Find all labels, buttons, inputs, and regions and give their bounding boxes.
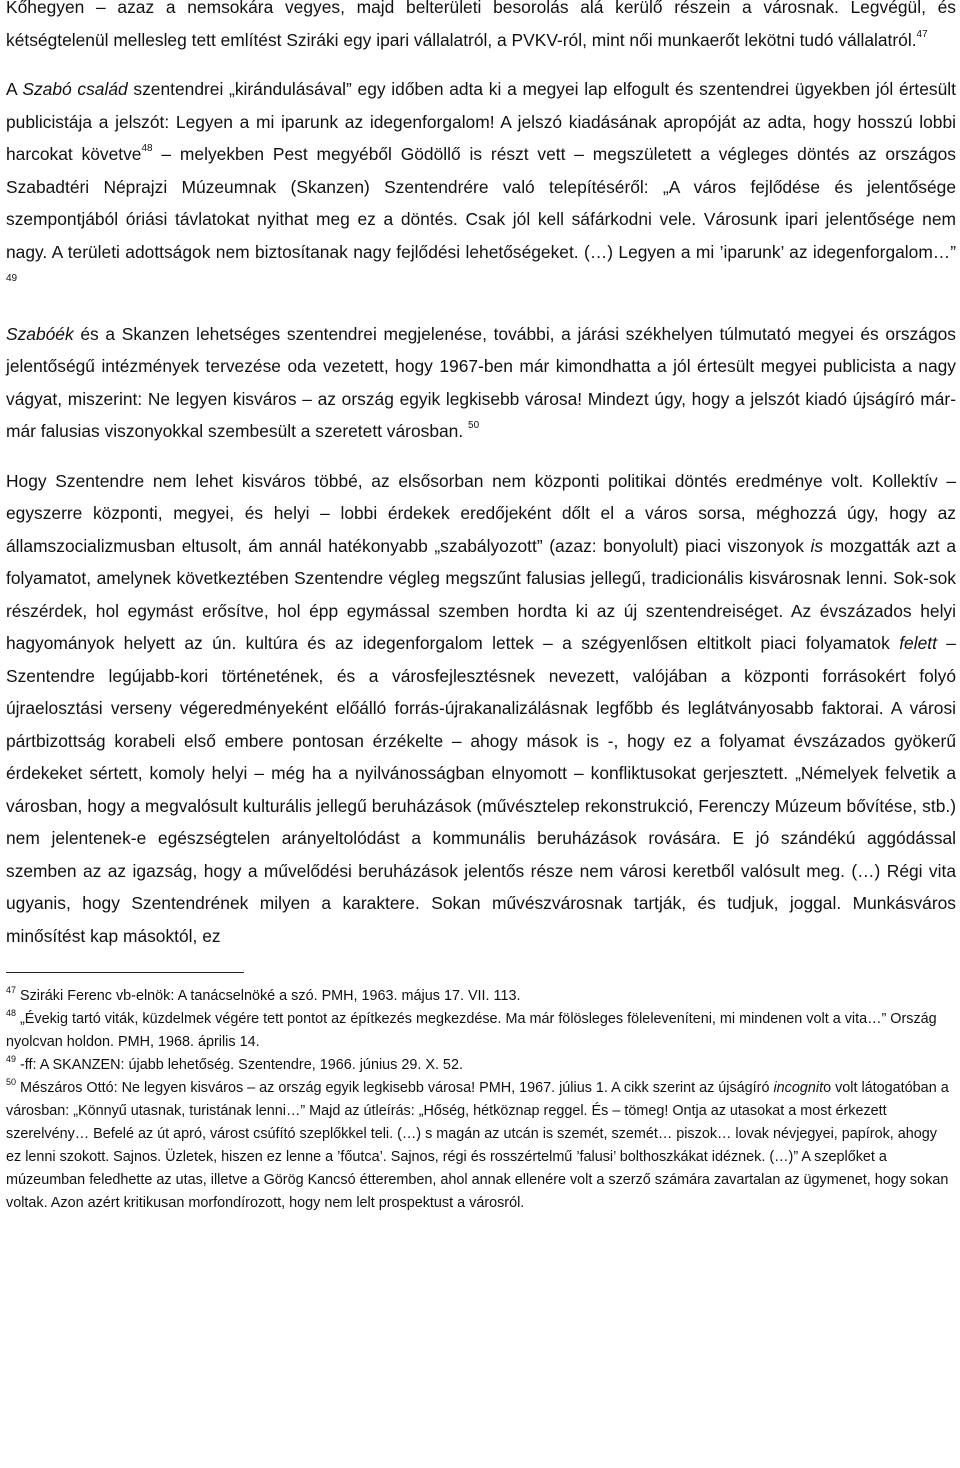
footnote-ref: 50 xyxy=(6,1077,17,1087)
paragraph xyxy=(6,318,956,448)
text-run: o volt látogatóban a városban: „Könnyű utasnak, turistának lenni…” Majd az útleírás: „Hőség, hétköznap reggel. És – tömeg! Ontja az utasokat a most érkezett szerelvény… Befelé az út apró, várost csúfító szeplőkkel teli. (…) s magán az utcán is szemét, szemét… piszok… lovak névjegyei, papírok, ahogy ez lenni szokott. Sajnos. Üzletek, hiszen ez lenne a ’főutca’. Sajnos, régi és rosszértelmű ’falusi’ bolthoszkákat idéznek. (…)” A szeplőket a múzeumban feledhette az utas, illetve a Görög Kancsó étteremben, ahol annak ellenére volt a szerző számára zavartalan az ügymenet, hogy sokan voltak. Azon azért kritikusan morfondírozott, hogy nem lelt prospektust a városról. xyxy=(6,1080,949,1211)
text-run: szentendrei „kirándulásával” egy időben adta ki a megyei lap elfogult és szentendrei ügyekben jól értesült publicistája a jelszót: Legyen a mi iparunk az idegenforgalom! A jelszó kiadásának apropóját az adta, hogy hosszú lobbi harcokat követve xyxy=(6,79,956,164)
footnote xyxy=(6,1008,956,1054)
footnote-ref: 49 xyxy=(6,1054,17,1064)
footnote xyxy=(6,1077,956,1215)
footnote-ref: 49 xyxy=(6,273,18,284)
text-run: Kőhegyen – azaz a nemsokára vegyes, majd belterületi besorolás alá kerülő részein a városnak. Legvégül, és kétségtelenül mellesleg tett említést Sziráki egy ipari vállalatról, a PVKV-ról, mint női munkaerőt lekötni tudó vállalatról. xyxy=(6,0,956,50)
main-text xyxy=(6,0,956,952)
text-run: – Szentendre legújabb-kori történetének, és a városfejlesztésnek nevezett, valójában a központi forrásokért folyó újraelosztási verseny végeredményeként előálló forrás-újrakanalizálásnak legfőbb és leglátványosabb faktorai. A városi pártbizottság korabeli első embere pontosan érzékelte – ahogy mások is -, hogy ez a folyamat évszázados gyökerű érdekeket sértett, komoly helyi – még ha a nyilvánosságban elnyomott – konfliktusokat gerjesztett. „Némelyek felvetik a városban, hogy a megvalósult kulturális jellegű beruházások (művésztelep rekonstrukció, Ferenczy Múzeum bővítése, stb.) nem jelentenek-e egészségtelen arányeltolódást a kommunális beruházások rovására. E jó szándékú aggódással szemben az az igazság, hogy a művelődési beruházások jelentős része nem városi keretből valósult meg. (…) Régi vita ugyanis, hogy Szentendrének milyen a karaktere. Sokan művészvárosnak tartják, és tudjuk, joggal. Munkásváros minősítést kap másoktól, ez xyxy=(6,633,956,946)
text-run: Hogy Szentendre nem lehet kisváros többé, az elsősorban nem központi politikai döntés eredménye volt. Kollektív – egyszerre központi, megyei, és helyi – lobbi érdekek eredőjeként dőlt el a város sorsa, méghozzá úgy, hogy az államszocializmusban eltusolt, ám annál hatékonyabb „szabályozott” (azaz: bonyolult) piaci viszonyok xyxy=(6,470,956,556)
text-run: -ff: A SKANZEN: újabb lehetőség. Szentendre, 1966. június 29. X. 52. xyxy=(16,1057,463,1073)
text-run: – melyekben Pest megyéből Gödöllő is részt vett – megszületett a végleges döntés az országos Szabadtéri Néprajzi Múzeumnak (Skanzen) Szentendrére való telepítéséről: „A város fejlődése és jelentősége szempontjából óriási távlatokat nyithat meg ez a döntés. Csak jól kell sáfárkodni vele. Városunk ipari jelentősége nem nagy. A területi adottságok nem biztosítanak nagy fejlődési lehetőségeket. (…) Legyen a mi ’iparunk’ az idegenforgalom…” xyxy=(6,144,956,262)
paragraph xyxy=(6,73,956,301)
text-run: A xyxy=(6,79,23,99)
text-run: „Évekig tartó viták, küzdelmek végére tett pontot az építkezés megkezdése. Ma már fölösleges föleleveníteni, mi mindenen volt a vita…” Ország nyolcvan holdon. PMH, 1968. április 14. xyxy=(6,1011,937,1050)
emphasis-text: Szabó család xyxy=(22,79,128,99)
footnote-ref: 47 xyxy=(916,28,928,40)
emphasis-text: Szabóék xyxy=(6,323,74,344)
emphasis-text: incognit xyxy=(773,1080,824,1096)
footnote-ref: 48 xyxy=(6,1008,17,1018)
footnotes xyxy=(6,985,956,1215)
emphasis-text: felett xyxy=(899,633,937,653)
text-run: és a Skanzen lehetséges szentendrei megjelenése, további, a járási székhelyen túlmutató megyei és országos jelentőségű intézmények tervezése oda vezetett, hogy 1967-ben már kimondhatta a jól értesült megyei publicista a nagy vágyat, miszerint: Ne legyen kisváros – az ország egyik legkisebb városa! Mindezt úgy, hogy a jelszót kiadó újságíró már-már falusias viszonyokkal szembesült a szeretett városban. xyxy=(6,323,956,441)
footnote xyxy=(6,1054,956,1077)
footnote-ref: 47 xyxy=(6,985,17,995)
paragraph xyxy=(6,0,956,56)
text-run: Sziráki Ferenc vb-elnök: A tanácselnöké a szó. PMH, 1963. május 17. VII. 113. xyxy=(16,988,521,1004)
footnote-separator xyxy=(6,972,244,973)
text-run: Mészáros Ottó: Ne legyen kisváros – az ország egyik legkisebb városa! PMH, 1967. július 1. A cikk szerint az újságíró xyxy=(16,1080,774,1096)
footnote-ref: 48 xyxy=(141,143,153,154)
text-run: mozgatták azt a folyamatot, amelynek következtében Szentendre végleg megszűnt falusias jellegű, tradicionális kisvárosnak lenni. Sok-sok részérdek, hol egymást erősítve, hol épp egymással szemben hordta ki az új szentendreiséget. Az évszázados helyi hagyományok helyett az ún. kultúra és az idegenforgalom lettek – a szégyenlősen eltitkolt piaci folyamatok xyxy=(6,535,956,653)
footnote xyxy=(6,985,956,1008)
footnote-ref: 50 xyxy=(468,420,480,431)
emphasis-text: is xyxy=(810,535,824,556)
paragraph xyxy=(6,465,956,953)
